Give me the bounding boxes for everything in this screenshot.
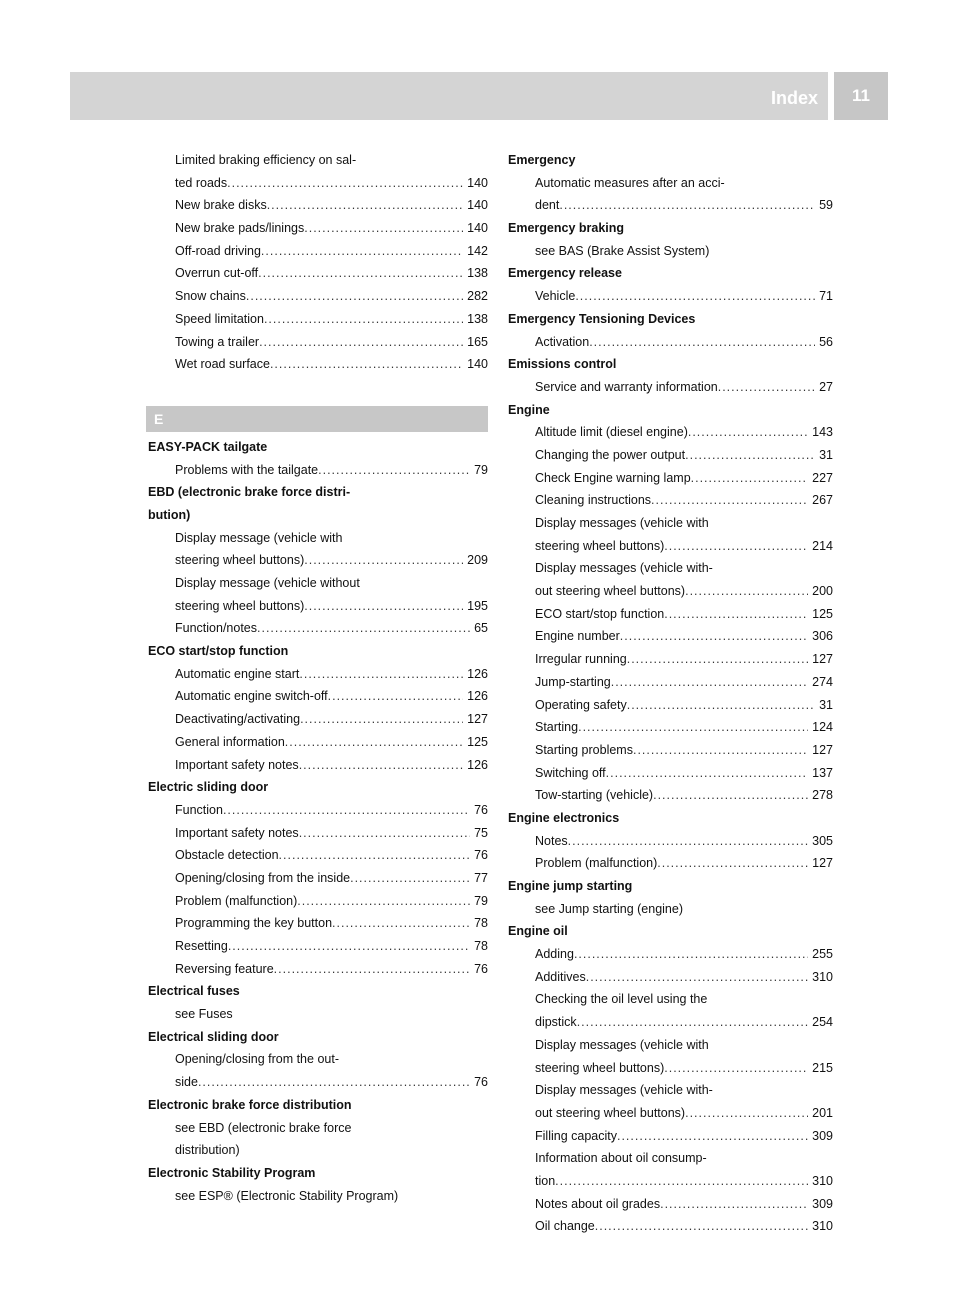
index-subentry[interactable] xyxy=(148,867,488,890)
index-subentry[interactable] xyxy=(508,671,833,694)
index-subentry-label: Function/notes xyxy=(175,621,257,636)
page-reference: 310 xyxy=(812,1173,833,1188)
index-keyword: Emergency braking xyxy=(508,221,625,236)
index-subentry[interactable] xyxy=(148,958,488,981)
leader-dots xyxy=(691,467,809,490)
index-subentry[interactable] xyxy=(508,625,833,648)
index-subentry-label: Snow chains xyxy=(175,289,246,304)
leader-dots xyxy=(627,694,815,717)
page-reference: 78 xyxy=(474,916,488,931)
page-reference: 127 xyxy=(467,712,488,727)
page-reference: 79 xyxy=(474,462,488,477)
index-subentry[interactable] xyxy=(148,708,488,731)
index-subentry-label: Engine number xyxy=(535,629,620,644)
page-reference: 140 xyxy=(467,175,488,190)
index-subentry-label: Altitude limit (diesel engine) xyxy=(535,425,688,440)
index-subentry[interactable] xyxy=(508,285,833,308)
index-subentry-label: Irregular running xyxy=(535,652,627,667)
page-reference: 79 xyxy=(474,893,488,908)
index-subentry[interactable] xyxy=(508,852,833,875)
index-keyword: Emergency Tensioning Devices xyxy=(508,311,696,326)
page-reference: 126 xyxy=(467,689,488,704)
leader-dots xyxy=(299,822,470,845)
index-subentry[interactable] xyxy=(508,1011,833,1034)
page-reference: 75 xyxy=(474,825,488,840)
index-subentry-label: Adding xyxy=(535,947,574,962)
index-subentry-text: see ESP® (Electronic Stability Program) xyxy=(175,1188,399,1203)
page-reference: 125 xyxy=(812,606,833,621)
index-subentry[interactable] xyxy=(508,762,833,785)
leader-dots xyxy=(606,762,808,785)
index-subentry[interactable] xyxy=(148,912,488,935)
index-subentry[interactable] xyxy=(508,444,833,467)
leader-dots xyxy=(264,308,463,331)
index-subentry-label: side xyxy=(175,1075,198,1090)
leader-dots xyxy=(685,444,815,467)
page-reference: 76 xyxy=(474,1075,488,1090)
index-subentry-label: Starting problems xyxy=(535,742,633,757)
leader-dots xyxy=(577,1011,808,1034)
index-subentry-label: ECO start/stop function xyxy=(535,606,665,621)
index-subentry[interactable] xyxy=(508,194,833,217)
index-subentry-label: out steering wheel buttons) xyxy=(535,584,686,599)
index-subentry[interactable] xyxy=(148,353,488,376)
index-subentry[interactable] xyxy=(508,421,833,444)
page-reference: 227 xyxy=(812,470,833,485)
page-reference: 125 xyxy=(467,734,488,749)
index-subentry-text: Display message (vehicle without xyxy=(175,576,360,590)
leader-dots xyxy=(578,716,808,739)
index-keyword: Engine xyxy=(508,402,550,417)
index-subentry[interactable] xyxy=(148,890,488,913)
index-subentry-label: Resetting xyxy=(175,939,228,953)
leader-dots xyxy=(304,217,463,240)
index-subentry[interactable] xyxy=(508,489,833,512)
page-reference: 76 xyxy=(474,802,488,817)
leader-dots xyxy=(350,867,470,890)
index-keyword: Electrical fuses xyxy=(148,984,240,999)
leader-dots xyxy=(568,830,808,853)
index-subentry[interactable] xyxy=(508,1170,833,1193)
page-reference: 31 xyxy=(819,447,833,462)
index-subentry-label: Overrun cut-off xyxy=(175,266,259,281)
leader-dots xyxy=(633,739,808,762)
index-subentry-label: Oil change xyxy=(535,1219,595,1234)
leader-dots xyxy=(318,459,470,482)
index-subentry[interactable] xyxy=(508,784,833,807)
index-subentry[interactable] xyxy=(148,240,488,263)
page-reference: 78 xyxy=(474,939,488,953)
page-reference: 140 xyxy=(467,198,488,213)
page-reference: 305 xyxy=(812,833,833,848)
leader-dots xyxy=(328,685,464,708)
index-subentry-text: see Jump starting (engine) xyxy=(535,901,683,916)
index-subentry-text: Limited braking efficiency on sal- xyxy=(175,153,357,167)
leader-dots xyxy=(274,958,470,981)
index-subentry-label: Changing the power output xyxy=(535,447,686,462)
page-reference: 306 xyxy=(812,629,833,644)
index-subentry-text: Display messages (vehicle with xyxy=(535,516,709,530)
index-subentry-label: Opening/closing from the inside xyxy=(175,870,351,885)
leader-dots xyxy=(660,1193,808,1216)
leader-dots xyxy=(261,240,463,263)
index-subentry[interactable] xyxy=(508,943,833,966)
index-subentry[interactable] xyxy=(508,966,833,989)
index-subentry[interactable] xyxy=(148,217,488,240)
index-subentry-label: Automatic engine switch-off xyxy=(175,689,328,704)
index-subentry-label: Starting xyxy=(535,720,579,735)
leader-dots xyxy=(267,194,463,217)
index-subentry-label: Deactivating/activating xyxy=(175,712,301,727)
section-letter-heading: E xyxy=(146,406,488,432)
leader-dots xyxy=(718,376,815,399)
leader-dots xyxy=(589,331,815,354)
index-subentry-label: ted roads xyxy=(175,175,228,190)
index-subentry[interactable] xyxy=(148,685,488,708)
index-subentry-label: Activation xyxy=(535,334,590,349)
leader-dots xyxy=(259,331,463,354)
leader-dots xyxy=(304,595,463,618)
index-keyword: Emissions control xyxy=(508,357,617,372)
index-subentry-label: steering wheel buttons) xyxy=(175,598,305,613)
index-keyword: EASY-PACK tailgate xyxy=(148,439,268,454)
index-subentry[interactable] xyxy=(148,617,488,640)
leader-dots xyxy=(574,943,808,966)
leader-dots xyxy=(664,603,808,626)
index-subentry[interactable] xyxy=(508,331,833,354)
page-title: Index xyxy=(770,88,818,108)
leader-dots xyxy=(285,731,463,754)
index-subentry-label: Off-road driving xyxy=(175,243,261,258)
index-subentry-label: New brake disks xyxy=(175,198,267,213)
page-reference: 309 xyxy=(812,1196,833,1211)
page-reference: 76 xyxy=(474,848,488,863)
index-subentry-text: see BAS (Brake Assist System) xyxy=(535,243,710,258)
page-reference: 278 xyxy=(812,788,833,803)
index-subentry[interactable] xyxy=(508,1057,833,1080)
leader-dots xyxy=(559,194,815,217)
page-reference: 254 xyxy=(812,1015,833,1030)
index-subentry-label: Tow-starting (vehicle) xyxy=(535,788,654,803)
leader-dots xyxy=(279,844,471,867)
index-subentry-label: Wet road surface xyxy=(175,357,270,372)
index-subentry-label: General information xyxy=(175,734,285,749)
index-subentry[interactable] xyxy=(148,663,488,686)
index-keyword: Engine jump starting xyxy=(508,879,633,893)
index-subentry[interactable] xyxy=(508,1102,833,1125)
page-reference: 142 xyxy=(467,243,488,258)
page-reference: 127 xyxy=(812,742,833,757)
index-subentry-text: Display messages (vehicle with xyxy=(535,1037,709,1052)
index-subentry[interactable] xyxy=(148,935,488,958)
index-subentry-text: Display message (vehicle with xyxy=(175,530,343,545)
page-reference: 31 xyxy=(819,697,833,712)
index-subentry[interactable] xyxy=(148,822,488,845)
leader-dots xyxy=(617,1125,808,1148)
index-subentry-label: tion xyxy=(535,1173,556,1188)
page-reference: 124 xyxy=(812,720,833,735)
leader-dots xyxy=(620,625,808,648)
index-keyword: ECO start/stop function xyxy=(148,644,289,659)
index-keyword: Electric sliding door xyxy=(148,780,269,795)
leader-dots xyxy=(300,708,463,731)
index-subentry-label: Problems with the tailgate xyxy=(175,462,319,477)
index-subentry[interactable] xyxy=(148,1071,488,1094)
index-subentry-label: out steering wheel buttons) xyxy=(535,1105,686,1120)
index-subentry-label: Reversing feature xyxy=(175,961,274,976)
index-subentry-text: Checking the oil level using the xyxy=(535,992,708,1007)
index-subentry-label: dipstick xyxy=(535,1015,577,1030)
index-subentry[interactable] xyxy=(148,549,488,572)
page-reference: 267 xyxy=(812,493,833,508)
index-subentry[interactable] xyxy=(148,262,488,285)
index-subentry-label: Programming the key button xyxy=(175,916,333,931)
leader-dots xyxy=(198,1071,470,1094)
index-subentry[interactable] xyxy=(508,1215,833,1238)
index-subentry[interactable] xyxy=(148,754,488,777)
index-subentry-text: distribution) xyxy=(175,1143,240,1158)
index-keyword: Emergency release xyxy=(508,266,622,281)
index-subentry[interactable] xyxy=(508,1193,833,1216)
leader-dots xyxy=(688,421,808,444)
index-subentry-label: steering wheel buttons) xyxy=(535,1060,665,1075)
leader-dots xyxy=(657,852,808,875)
index-subentry-text: see Fuses xyxy=(175,1007,233,1022)
spacer xyxy=(148,376,488,406)
index-subentry-label: Obstacle detection xyxy=(175,848,279,863)
leader-dots xyxy=(299,663,463,686)
page-reference: 127 xyxy=(812,652,833,667)
index-subentry-label: Check Engine warning lamp xyxy=(535,470,691,485)
leader-dots xyxy=(653,784,808,807)
index-subentry-label: Automatic engine start xyxy=(175,666,300,681)
page-reference: 143 xyxy=(812,425,833,440)
page-reference: 140 xyxy=(467,221,488,236)
index-subentry[interactable] xyxy=(508,603,833,626)
index-subentry-label: New brake pads/linings xyxy=(175,221,305,236)
leader-dots xyxy=(575,285,815,308)
page-reference: 71 xyxy=(819,289,833,304)
index-subentry[interactable] xyxy=(148,172,488,195)
index-subentry[interactable] xyxy=(148,285,488,308)
leader-dots xyxy=(270,353,463,376)
index-subentry-label: Towing a trailer xyxy=(175,334,260,349)
index-keyword: Emergency xyxy=(508,153,576,167)
index-subentry-label: Function xyxy=(175,802,223,817)
index-subentry-text: Information about oil consump- xyxy=(535,1151,707,1166)
index-subentry[interactable] xyxy=(508,376,833,399)
leader-dots xyxy=(611,671,808,694)
leader-dots xyxy=(685,580,808,603)
page-reference: 76 xyxy=(474,961,488,976)
index-subentry-label: Notes xyxy=(535,833,568,848)
leader-dots xyxy=(227,172,463,195)
page-reference: 274 xyxy=(812,674,833,689)
page-reference: 214 xyxy=(812,538,833,553)
index-subentry[interactable] xyxy=(148,731,488,754)
page-reference: 209 xyxy=(467,553,488,568)
index-keyword: EBD (electronic brake force distri- xyxy=(148,485,351,500)
index-subentry-label: Service and warranty information xyxy=(535,379,718,394)
page-reference: 137 xyxy=(812,765,833,780)
index-subentry[interactable] xyxy=(508,739,833,762)
index-subentry-label: steering wheel buttons) xyxy=(535,538,665,553)
page-reference: 126 xyxy=(467,757,488,772)
page-reference: 59 xyxy=(819,198,833,213)
page-reference: 165 xyxy=(467,334,488,349)
index-subentry[interactable] xyxy=(148,331,488,354)
page-reference: 310 xyxy=(812,1219,833,1234)
page-reference: 282 xyxy=(467,289,488,304)
index-subentry-label: steering wheel buttons) xyxy=(175,553,305,568)
page-reference: 138 xyxy=(467,266,488,281)
leader-dots xyxy=(555,1170,808,1193)
index-subentry-text: Automatic measures after an acci- xyxy=(535,175,725,190)
index-keyword: Electronic brake force distribution xyxy=(148,1097,352,1112)
index-subentry[interactable] xyxy=(508,694,833,717)
page-reference: 310 xyxy=(812,969,833,984)
index-subentry-label: Important safety notes xyxy=(175,825,299,840)
index-keyword: Engine oil xyxy=(508,924,568,939)
index-keyword: Electrical sliding door xyxy=(148,1029,279,1044)
page-reference: 201 xyxy=(812,1105,833,1120)
page-reference: 200 xyxy=(812,584,833,599)
index-subentry[interactable] xyxy=(508,716,833,739)
page-reference: 126 xyxy=(467,666,488,681)
index-subentry-text: see EBD (electronic brake force xyxy=(175,1120,352,1135)
index-subentry[interactable] xyxy=(148,308,488,331)
index-keyword: bution) xyxy=(148,507,191,522)
index-subentry-label: Filling capacity xyxy=(535,1128,617,1143)
leader-dots xyxy=(223,799,470,822)
index-keyword: Engine electronics xyxy=(508,810,620,825)
index-subentry[interactable] xyxy=(508,1125,833,1148)
index-subentry-label: Additives xyxy=(535,969,586,984)
index-subentry[interactable] xyxy=(148,459,488,482)
leader-dots xyxy=(258,262,463,285)
index-subentry[interactable] xyxy=(508,535,833,558)
index-subentry-label: Notes about oil grades xyxy=(535,1196,661,1211)
index-subentry-label: Switching off xyxy=(535,765,606,780)
leader-dots xyxy=(586,966,808,989)
index-subentry-text: Opening/closing from the out- xyxy=(175,1052,339,1067)
page-reference: 138 xyxy=(467,311,488,326)
index-subentry-label: Vehicle xyxy=(535,289,576,304)
page-reference: 56 xyxy=(819,334,833,349)
page-reference: 127 xyxy=(812,856,833,871)
page-reference: 309 xyxy=(812,1128,833,1143)
index-subentry-label: Cleaning instructions xyxy=(535,493,652,508)
index-column-left xyxy=(148,149,488,1207)
leader-dots xyxy=(304,549,463,572)
index-subentry-text: Display messages (vehicle with- xyxy=(535,561,713,576)
page-reference: 27 xyxy=(819,379,833,394)
index-subentry[interactable] xyxy=(508,830,833,853)
index-subentry[interactable] xyxy=(148,595,488,618)
leader-dots xyxy=(685,1102,808,1125)
leader-dots xyxy=(595,1215,808,1238)
leader-dots xyxy=(257,617,470,640)
leader-dots xyxy=(246,285,463,308)
leader-dots xyxy=(228,935,470,958)
leader-dots xyxy=(664,535,808,558)
index-subentry-label: Operating safety xyxy=(535,697,627,712)
page-reference: 195 xyxy=(467,598,488,613)
index-subentry[interactable] xyxy=(508,467,833,490)
page-reference: 255 xyxy=(812,947,833,962)
page-reference: 77 xyxy=(474,870,488,885)
index-subentry[interactable] xyxy=(148,799,488,822)
page-number: 11 xyxy=(834,72,888,120)
index-subentry[interactable] xyxy=(508,580,833,603)
leader-dots xyxy=(297,890,470,913)
index-subentry-label: Problem (malfunction) xyxy=(535,856,658,871)
index-subentry-label: Jump-starting xyxy=(535,674,611,689)
leader-dots xyxy=(651,489,808,512)
leader-dots xyxy=(299,754,463,777)
page-reference: 140 xyxy=(467,357,488,372)
leader-dots xyxy=(664,1057,808,1080)
index-subentry-label: Problem (malfunction) xyxy=(175,893,298,908)
index-subentry[interactable] xyxy=(508,648,833,671)
index-subentry-label: dent xyxy=(535,198,560,213)
index-subentry-label: Speed limitation xyxy=(175,311,264,326)
index-subentry-text: Display messages (vehicle with- xyxy=(535,1083,713,1098)
index-keyword: Electronic Stability Program xyxy=(148,1165,316,1180)
page-reference: 215 xyxy=(812,1060,833,1075)
page-reference: 65 xyxy=(474,621,488,636)
index-subentry[interactable] xyxy=(148,844,488,867)
leader-dots xyxy=(627,648,808,671)
index-column-right xyxy=(508,149,833,1238)
index-subentry-label: Important safety notes xyxy=(175,757,299,772)
index-subentry[interactable] xyxy=(148,194,488,217)
leader-dots xyxy=(332,912,470,935)
header-title-area xyxy=(70,72,828,120)
